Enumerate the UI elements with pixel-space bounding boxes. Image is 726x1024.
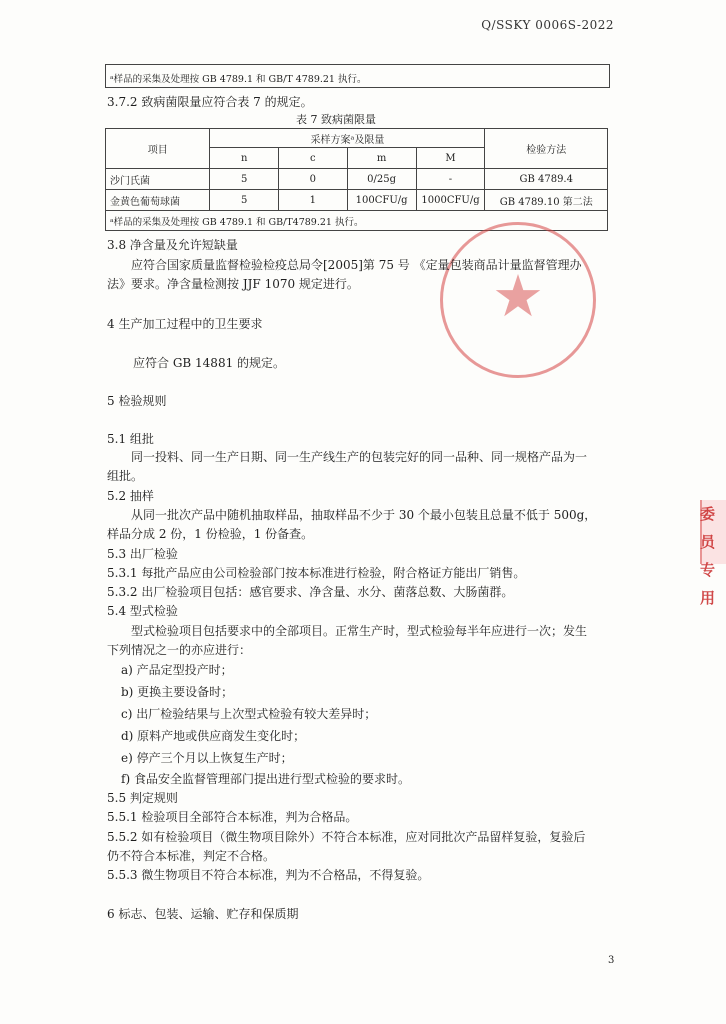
- sub-n: n: [210, 148, 279, 169]
- header-method: 检验方法: [485, 129, 608, 169]
- sub-c: c: [279, 148, 348, 169]
- pathogen-limit-table: [105, 128, 608, 231]
- list-item: c) 出厂检验结果与上次型式检验有较大差异时；: [121, 707, 377, 721]
- clause-5-2-line2: 样品分成 2 份，1 份检验，1 份备查。: [107, 527, 314, 541]
- side-stamp-tab: 委员 专用: [700, 500, 726, 564]
- top-note: ᵃ样品的采集及处理按 GB 4789.1 和 GB/T 4789.21 执行。: [110, 74, 367, 85]
- clause-5-2-line1: 从同一批次产品中随机抽取样品，抽取样品不少于 30 个最小包装且总量不低于 500g，: [131, 508, 597, 522]
- standard-number: Q/SSKY 0006S-2022: [481, 18, 614, 32]
- clause-3-8-line2: 法》要求。净含量检测按 JJF 1070 规定进行。: [107, 277, 359, 291]
- clause-5-5-2-line1: 5.5.2 如有检验项目（微生物项目除外）不符合本标准，应对同批次产品留样复验，复验后: [107, 830, 586, 844]
- clause-3-8-line1: 应符合国家质量监督检验检疫总局令[2005]第 75 号 《定量包装商品计量监督管理办: [131, 258, 582, 272]
- clause-5-3-2: 5.3.2 出厂检验项目包括：感官要求、净含量、水分、菌落总数、大肠菌群。: [107, 585, 514, 599]
- clause-5-5-3: 5.5.3 微生物项目不符合本标准，判为不合格品，不得复验。: [107, 868, 430, 882]
- clause-5-1-title: 5.1 组批: [107, 432, 154, 446]
- clause-5-2-title: 5.2 抽样: [107, 489, 154, 503]
- clause-5-4-title: 5.4 型式检验: [107, 604, 178, 618]
- clause-5-5-1: 5.5.1 检验项目全部符合本标准，判为合格品。: [107, 810, 358, 824]
- clause-3-8-title: 3.8 净含量及允许短缺量: [107, 238, 238, 252]
- table-note: ᵃ样品的采集及处理按 GB 4789.1 和 GB/T4789.21 执行。: [106, 211, 608, 231]
- list-item: f) 食品安全监督管理部门提出进行型式检验的要求时。: [121, 772, 410, 786]
- clause-5-5-title: 5.5 判定规则: [107, 791, 178, 805]
- top-note-box: [105, 64, 610, 88]
- clause-5-5-2-line2: 仍不符合本标准，判定不合格。: [107, 849, 276, 863]
- list-item: e) 停产三个月以上恢复生产时；: [121, 751, 293, 765]
- section-6-title: 6 标志、包装、运输、贮存和保质期: [107, 907, 299, 921]
- section-5-title: 5 检验规则: [107, 394, 167, 408]
- clause-5-3-title: 5.3 出厂检验: [107, 547, 178, 561]
- clause-5-3-1: 5.3.1 每批产品应由公司检验部门按本标准进行检验，附合格证方能出厂销售。: [107, 566, 526, 580]
- section-4-body: 应符合 GB 14881 的规定。: [133, 356, 286, 370]
- list-item: d) 原料产地或供应商发生变化时；: [121, 729, 306, 743]
- clause-5-1-line1: 同一投料、同一生产日期、同一生产线生产的包装完好的同一品种、同一规格产品为一: [131, 450, 588, 464]
- clause-5-4-line2: 下列情况之一的亦应进行：: [107, 643, 252, 657]
- clause-5-4-line1: 型式检验项目包括要求中的全部项目。正常生产时，型式检验每半年应进行一次；发生: [131, 624, 588, 638]
- page-number: 3: [608, 955, 615, 966]
- header-plan: 采样方案ᵃ及限量: [210, 129, 485, 148]
- company-seal-stamp: ★: [440, 222, 596, 378]
- clause-3-7-2: 3.7.2 致病菌限量应符合表 7 的规定。: [107, 95, 313, 109]
- table-row: 沙门氏菌 5 0 0/25g - GB 4789.4: [106, 169, 608, 190]
- list-item: a) 产品定型投产时；: [121, 663, 233, 677]
- sub-M: M: [416, 148, 485, 169]
- table-row: 金黄色葡萄球菌 5 1 100CFU/g 1000CFU/g GB 4789.10 第二法: [106, 190, 608, 211]
- section-4-title: 4 生产加工过程中的卫生要求: [107, 317, 263, 331]
- list-item: b) 更换主要设备时；: [121, 685, 234, 699]
- sub-m: m: [347, 148, 416, 169]
- table-caption: 表 7 致病菌限量: [296, 113, 376, 126]
- clause-5-1-line2: 组批。: [107, 469, 144, 483]
- header-item: 项目: [106, 129, 210, 169]
